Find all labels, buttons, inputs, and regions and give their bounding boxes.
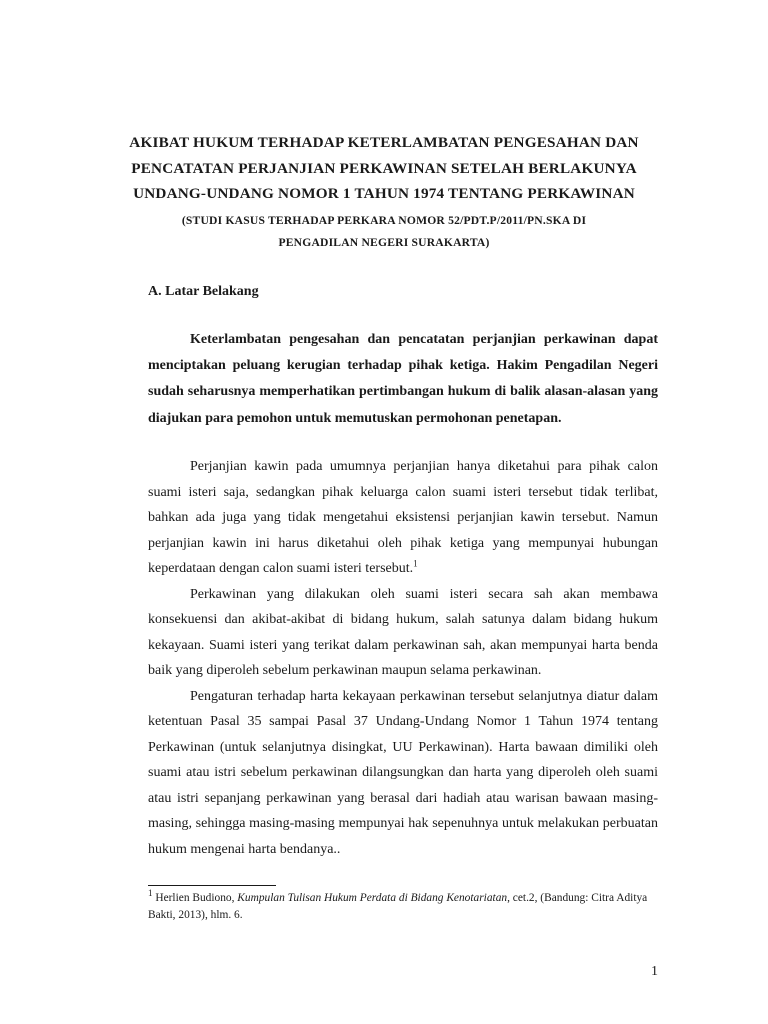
body-text (148, 454, 658, 862)
paragraph-2: Perkawinan yang dilakukan oleh suami isteri secara sah akan membawa konsekuensi dan akibat-akibat di bidang hukum, salah satunya dalam bidang hukum kekayaan. Suami isteri yang terikat dalam perkawinan sah, akan mempunyai harta benda baik yang diperoleh sebelum perkawinan maupun selama perkawinan. (148, 586, 658, 678)
footnote-details: , cet.2, (Bandung: Citra Aditya Bakti, 2013), hlm. 6. (148, 892, 648, 921)
footnote-reference[interactable]: 1 (413, 558, 418, 569)
paragraph-1-text: Perjanjian kawin pada umumnya perjanjian hanya diketahui para pihak calon suami isteri saja, sedangkan pihak keluarga calon suami isteri tersebut tidak terlibat, bahkan ada juga yang tidak mengetahui eksistensi perjanjian kawin tersebut. Namun perjanjian kawin ini harus diketahui oleh pihak ketiga yang mempunyai hubungan keperdataan dengan calon suami isteri tersebut. (148, 459, 658, 576)
footnote-author: Herlien Budiono, (155, 892, 238, 904)
lead-paragraph: Keterlambatan pengesahan dan pencatatan perjanjian perkawinan dapat menciptakan peluang kerugian terhadap pihak ketiga. Hakim Pengadilan Negeri sudah seharusnya memperhatikan pertimbangan hukum di balik alasan-alasan yang diajukan para pemohon untuk memutuskan permohonan penetapan. (148, 332, 658, 426)
title-line-1: AKIBAT HUKUM TERHADAP KETERLAMBATAN PENGESAHAN DAN (129, 134, 639, 151)
footnote (148, 890, 658, 924)
section-heading: A. Latar Belakang (148, 284, 259, 299)
footnote-mark: 1 (148, 888, 153, 899)
footnote-separator (148, 885, 276, 886)
subtitle-line-1: (STUDI KASUS TERHADAP PERKARA NOMOR 52/PDT.P/2011/PN.SKA DI (181, 214, 587, 227)
subtitle-line-2: PENGADILAN NEGERI SURAKARTA) (278, 236, 490, 249)
lead-paragraph-block (148, 327, 658, 432)
page-number: 1 (651, 964, 658, 979)
paragraph-1 (148, 454, 658, 582)
title-line-3: UNDANG-UNDANG NOMOR 1 TAHUN 1974 TENTANG PERKAWINAN (133, 185, 635, 202)
footnote-book-title: Kumpulan Tulisan Hukum Perdata di Bidang Kenotariatan (237, 892, 508, 904)
paragraph-3: Pengaturan terhadap harta kekayaan perkawinan tersebut selanjutnya diatur dalam ketentuan Pasal 35 sampai Pasal 37 Undang-Undang Nomor 1 Tahun 1974 tentang Perkawinan (untuk selanjutnya disingkat, UU Perkawinan). Harta bawaan dimiliki oleh suami atau istri sebelum perkawinan dilangsungkan dan harta yang diperoleh oleh suami atau istri sepanjang perkawinan yang berasal dari hadiah atau warisan bawaan masing-masing, sehingga masing-masing mempunyai hak sepenuhnya untuk melakukan perbuatan hukum mengenai harta bendanya.. (148, 688, 658, 857)
title-line-2: PENCATATAN PERJANJIAN PERKAWINAN SETELAH BERLAKUNYA (131, 160, 637, 177)
